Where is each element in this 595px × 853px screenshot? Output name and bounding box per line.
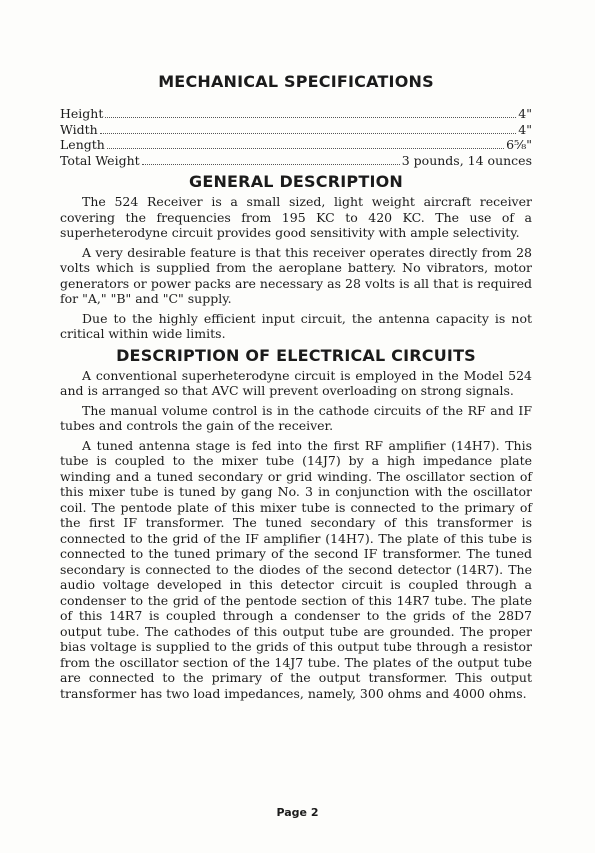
spec-row-total-weight xyxy=(60,153,532,169)
spec-row-length xyxy=(60,137,532,153)
spec-label: Length xyxy=(60,137,105,153)
spec-label: Total Weight xyxy=(60,152,140,168)
electrical-circuits-section xyxy=(60,346,532,702)
paragraph: Due to the highly efficient input circuit, the antenna capacity is not critical within wide limits. xyxy=(60,310,532,342)
general-description-section xyxy=(60,172,532,342)
paragraph: A conventional superheterodyne circuit is employed in the Model 524 and is arranged so that AVC will prevent overloading on strong signals. xyxy=(60,367,532,399)
dot-leader xyxy=(105,107,516,118)
spec-value: 3 pounds, 14 ounces xyxy=(401,152,532,168)
paragraph: The 524 Receiver is a small sized, light weight aircraft receiver covering the frequencies from 195 KC to 420 KC. The use of a superheterodyne circuit provides good sensitivity with ample selectivity. xyxy=(60,194,532,241)
paragraph: The manual volume control is in the cathode circuits of the RF and IF tubes and controls the gain of the receiver. xyxy=(60,402,532,434)
dot-leader xyxy=(100,123,517,134)
document-page xyxy=(60,0,532,705)
spec-value: 4" xyxy=(518,121,532,137)
mechanical-specifications-heading: MECHANICAL SPECIFICATIONS xyxy=(158,72,434,91)
specifications-list xyxy=(60,106,532,168)
spec-value: 6⅝" xyxy=(506,137,532,153)
spec-row-width xyxy=(60,122,532,138)
general-description-body xyxy=(60,194,532,342)
spec-row-height xyxy=(60,106,532,122)
electrical-circuits-body xyxy=(60,368,532,702)
spec-label: Width xyxy=(60,121,98,137)
dot-leader xyxy=(107,138,504,149)
general-description-heading: GENERAL DESCRIPTION xyxy=(189,172,403,192)
page-number: Page 2 xyxy=(276,806,319,819)
paragraph: A tuned antenna stage is fed into the first RF amplifier (14H7). This tube is coupled to the mixer tube (14J7) by a high impedance plate winding and a tuned secondary or grid winding. The oscillator section of this mixer tube is tuned by gang No. 3 in conjunction with the oscillator coil. The pentode plate of this mixer tube is connected to the primary of the first IF transformer. The tuned secondary of this transformer is connected to the grid of the IF amplifier (14H7). The plate of this tube is connected to the tuned primary of the second IF transformer. The tuned secondary is connected to the diodes of the second detector (14R7). The audio voltage developed in this detector circuit is coupled through a condenser to the grid of the pentode section of this 14R7 tube. The plate of this 14R7 is coupled through a condenser to the grids of the 28D7 output tube. The cathodes of this output tube are grounded. The proper bias voltage is supplied to the grids of this output tube through a resistor from the oscillator section of the 14J7 tube. The plates of the output tube are connected to the primary of the output transformer. This output transformer has two load impedances, namely, 300 ohms and 4000 ohms. xyxy=(60,437,532,701)
dot-leader xyxy=(142,154,400,165)
paragraph: A very desirable feature is that this receiver operates directly from 28 volts which is supplied from the aeroplane battery. No vibrators, motor generators or power packs are necessary as 28 volts is all that is required for "A," "B" and "C" supply. xyxy=(60,244,532,307)
spec-label: Height xyxy=(60,106,104,121)
electrical-circuits-heading: DESCRIPTION OF ELECTRICAL CIRCUITS xyxy=(116,345,476,365)
spec-value: 4" xyxy=(518,106,532,121)
